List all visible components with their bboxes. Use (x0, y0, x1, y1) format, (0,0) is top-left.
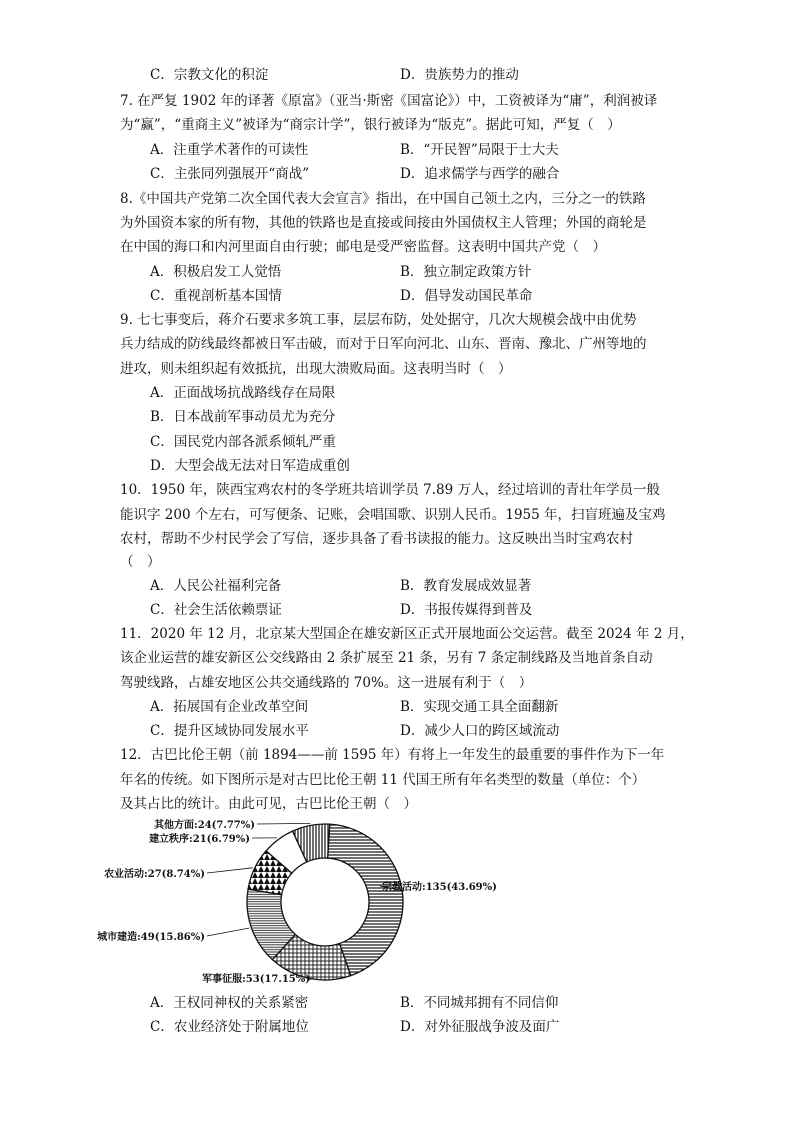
q12-option-c: C．农业经济处于附属地位 (150, 1019, 309, 1035)
q10-option-a: A．人民公社福利完备 (150, 578, 282, 594)
q8-option-b: B．独立制定政策方针 (400, 264, 532, 280)
q12-stem-line: 及其占比的统计。由此可见，古巴比伦王朝（ ） (120, 796, 417, 812)
q8-option-a: A．积极启发工人觉悟 (150, 264, 282, 280)
slice-label: 城市建造:49(15.86%) (97, 932, 205, 943)
slice-label: 农业活动:27(8.74%) (104, 869, 205, 880)
q9-option-a: A．正面战场抗战路线存在局限 (150, 385, 336, 401)
q7-option-b: B．“开民智”局限于士大夫 (400, 142, 559, 158)
q11-option-d: D．减少人口的跨区域流动 (400, 723, 560, 739)
label-leader-line (207, 928, 249, 936)
q11-option-a: A．拓展国有企业改革空间 (150, 699, 309, 715)
year-name-donut-chart (97, 812, 520, 992)
q8-stem-line: 8.《中国共产党第二次全国代表大会宣言》指出，在中国自己领土之内，三分之一的铁路 (120, 191, 646, 207)
q8-stem-line: 为外国资本家的所有物，其他的铁路也是直接或间接由外国债权主人管理；外国的商轮是 (120, 215, 647, 231)
q9-option-c: C．国民党内部各派系倾轧严重 (150, 434, 336, 450)
q8-option-c: C．重视剖析基本国情 (150, 288, 282, 304)
q10-stem-line: （ ） (120, 554, 161, 570)
q9-stem-line: 进攻，则未组织起有效抵抗，出现大溃败局面。这表明当时（ ） (120, 361, 512, 377)
q12-option-b: B．不同城邦拥有不同信仰 (400, 995, 559, 1011)
q11-stem-line: 驾驶线路，占雄安地区公共交通线路的 70%。这一进展有利于（ ） (120, 675, 533, 691)
q6-option-d: D．贵族势力的推动 (400, 67, 519, 83)
q12-stem-line: 年名的传统。如下图所示是对古巴比伦王朝 11 代国王所有年名类型的数量（单位：个） (120, 772, 646, 788)
q9-option-b: B．日本战前军事动员尤为充分 (150, 409, 336, 425)
q11-stem-line: 11．2020 年 12 月，北京某大型国企在雄安新区正式开展地面公交运营。截至 2024 年 2 月， (120, 626, 694, 642)
q8-option-d: D．倡导发动国民革命 (400, 288, 533, 304)
slice-label: 建立秩序:21(6.79%) (149, 834, 250, 845)
q7-option-a: A．注重学术著作的可读性 (150, 142, 309, 158)
label-leader-line (257, 823, 310, 824)
q7-option-c: C．主张同列强展开“商战” (150, 166, 310, 182)
label-leader-line (207, 868, 253, 873)
slice-label: 军事征服:53(17.15%) (202, 974, 310, 985)
q9-stem-line: 兵力结成的防线最终都被日军击破，而对于日军向河北、山东、晋南、豫北、广州等地的 (120, 336, 647, 352)
q7-stem-line: 7. 在严复 1902 年的译著《原富》（亚当·斯密《国富论》）中，工资被译为“庸”，利润被译 (120, 93, 658, 109)
q10-stem-line: 农村，帮助不少村民学会了写信，逐步具备了看书读报的能力。这反映出当时宝鸡农村 (120, 531, 633, 547)
q10-stem-line: 10．1950 年，陕西宝鸡农村的冬学班共培训学员 7.89 万人，经过培训的青壮年学员一般 (120, 482, 660, 498)
q9-option-d: D．大型会战无法对日军造成重创 (150, 458, 350, 474)
q11-option-b: B．实现交通工具全面翻新 (400, 699, 559, 715)
q11-option-c: C．提升区域协同发展水平 (150, 723, 309, 739)
q12-option-a: A．王权同神权的关系紧密 (150, 995, 309, 1011)
q12-stem-line: 12．古巴比伦王朝（前 1894——前 1595 年）有将上一年发生的最重要的事件作为下一年 (120, 747, 665, 763)
q9-stem-line: 9. 七七事变后，蒋介石要求多筑工事，层层布防，处处据守，几次大规模会战中由优势 (120, 312, 637, 328)
donut-slices (247, 824, 403, 980)
q12-option-d: D．对外征服战争波及面广 (400, 1019, 560, 1035)
q7-option-d: D．追求儒学与西学的融合 (400, 166, 560, 182)
q10-option-c: C．社会生活依赖票证 (150, 602, 282, 618)
slice-label: 宗教活动:135(43.69%) (382, 882, 497, 893)
q7-stem-line: 为“赢”，“重商主义”被译为“商宗计学”，银行被译为“版克”。据此可知，严复（ ） (120, 117, 621, 133)
slice-label: 其他方面:24(7.77%) (154, 820, 255, 831)
q10-stem-line: 能识字 200 个左右，可写便条、记账，会唱国歌、识别人民币。1955 年，扫盲班遍及宝鸡 (120, 507, 666, 523)
q8-stem-line: 在中国的海口和内河里面自由行驶；邮电是受严密监督。这表明中国共产党（ ） (120, 239, 606, 255)
q10-option-d: D．书报传媒得到普及 (400, 602, 533, 618)
q11-stem-line: 该企业运营的雄安新区公交线路由 2 条扩展至 21 条，另有 7 条定制线路及当地首条自动 (120, 650, 653, 666)
q10-option-b: B．教育发展成效显著 (400, 578, 532, 594)
q6-option-c: C．宗教文化的积淀 (150, 67, 269, 83)
